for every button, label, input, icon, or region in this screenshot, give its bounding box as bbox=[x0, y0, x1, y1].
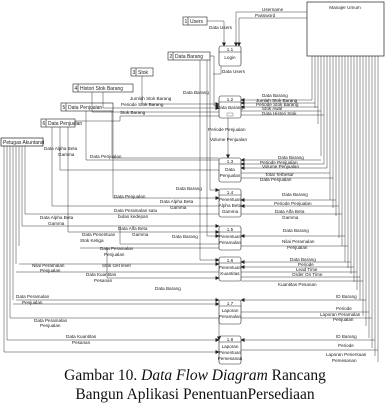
svg-text:Data Barang: Data Barang bbox=[283, 228, 309, 233]
svg-text:1.5: 1.5 bbox=[226, 227, 234, 232]
store-users-name: Users bbox=[190, 19, 204, 25]
caption-prefix: Gambar 10. bbox=[64, 367, 142, 384]
caption-line-2: Bangun Aplikasi PenentuanPersediaan bbox=[75, 386, 315, 403]
svg-text:Stok Ketiga: Stok Ketiga bbox=[80, 238, 104, 243]
svg-text:1.8: 1.8 bbox=[226, 337, 234, 342]
process-login bbox=[219, 46, 241, 66]
svg-text:Data Peramalan satu: Data Peramalan satu bbox=[114, 208, 158, 213]
svg-text:Periode: Periode bbox=[338, 343, 354, 348]
store-data-penjualan-a bbox=[61, 103, 113, 111]
svg-text:Data Peramalan: Data Peramalan bbox=[100, 246, 134, 251]
store-stok bbox=[131, 68, 153, 76]
svg-text:Stok Awal: Stok Awal bbox=[262, 106, 283, 111]
svg-text:Data Users: Data Users bbox=[209, 25, 232, 30]
svg-text:Nilai Peramalan: Nilai Peramalan bbox=[32, 263, 65, 268]
svg-text:Order On Time: Order On Time bbox=[292, 272, 323, 277]
store-penjualan-a-num: 5 bbox=[62, 105, 66, 111]
svg-text:Periode Stok Barang: Periode Stok Barang bbox=[121, 102, 164, 107]
svg-text:1.4: 1.4 bbox=[226, 190, 234, 195]
svg-text:Data Barang: Data Barang bbox=[262, 93, 288, 98]
store-histori-stok bbox=[73, 84, 133, 92]
store-alfa-num: 6 bbox=[42, 121, 46, 127]
store-alfa-name: Data Penjualan bbox=[48, 121, 83, 127]
svg-text:Laporan: Laporan bbox=[221, 308, 239, 313]
figure-caption bbox=[0, 366, 390, 404]
svg-text:Laporan Penentuan: Laporan Penentuan bbox=[326, 352, 367, 357]
svg-text:Pesanan: Pesanan bbox=[94, 278, 113, 283]
svg-text:Gamma: Gamma bbox=[48, 221, 65, 226]
svg-text:Data Penentuan: Data Penentuan bbox=[82, 232, 116, 237]
svg-text:Lead Time: Lead Time bbox=[296, 267, 318, 272]
svg-text:Data Peramalan: Data Peramalan bbox=[16, 294, 50, 299]
svg-text:Periode Stok Barang: Periode Stok Barang bbox=[256, 102, 299, 107]
svg-text:1.7: 1.7 bbox=[226, 301, 234, 306]
svg-text:Stok Barang: Stok Barang bbox=[120, 110, 146, 115]
svg-text:Data Penjualan: Data Penjualan bbox=[90, 154, 122, 159]
proc13-label-1: Data bbox=[225, 167, 235, 172]
svg-text:Password: Password bbox=[255, 13, 276, 18]
store-histori-name: Histori Stok Barang bbox=[80, 86, 124, 92]
flow-lines bbox=[4, 12, 378, 352]
svg-text:Data Users: Data Users bbox=[222, 69, 245, 74]
store-barang-name: Data Barang bbox=[175, 54, 204, 60]
svg-text:Pemesanan: Pemesanan bbox=[332, 358, 357, 363]
svg-text:Penjualan: Penjualan bbox=[104, 252, 125, 257]
svg-text:ID Barang: ID Barang bbox=[336, 334, 357, 339]
svg-text:Data Barang: Data Barang bbox=[282, 192, 308, 197]
svg-text:Periode Penjualan: Periode Penjualan bbox=[274, 201, 312, 206]
svg-text:Data Peramalan: Data Peramalan bbox=[34, 318, 68, 323]
svg-text:Total Terbesar: Total Terbesar bbox=[265, 172, 294, 177]
svg-text:1.6: 1.6 bbox=[226, 258, 234, 263]
svg-text:Data Alpha Beta: Data Alpha Beta bbox=[40, 215, 74, 220]
svg-text:Data Barang: Data Barang bbox=[172, 234, 198, 239]
svg-text:Penjualan: Penjualan bbox=[22, 300, 43, 305]
entity-manajer-label: Manajer Umum bbox=[329, 5, 361, 10]
svg-text:Jumlah Stok Barang: Jumlah Stok Barang bbox=[256, 98, 298, 103]
svg-text:1.1: 1.1 bbox=[226, 47, 234, 52]
svg-text:Periode: Periode bbox=[336, 306, 352, 311]
process-alpha-beta bbox=[219, 189, 242, 217]
svg-text:Data Histori Stok: Data Histori Stok bbox=[262, 111, 297, 116]
svg-text:Pesanan: Pesanan bbox=[72, 340, 91, 345]
svg-text:Volume Penjualan: Volume Penjualan bbox=[262, 164, 300, 169]
store-stok-num: 3 bbox=[132, 70, 136, 76]
svg-text:Data Penjualan: Data Penjualan bbox=[260, 177, 292, 182]
svg-text:Data Barang: Data Barang bbox=[176, 186, 202, 191]
caption-line-1 bbox=[0, 366, 390, 385]
svg-text:Data Barang: Data Barang bbox=[155, 286, 181, 291]
proc13-label-2: Penjualan bbox=[219, 173, 241, 178]
store-data-barang bbox=[168, 52, 210, 60]
svg-text:ID Barang: ID Barang bbox=[336, 294, 357, 299]
store-barang-num: 2 bbox=[169, 54, 173, 60]
svg-text:Penentuan: Penentuan bbox=[218, 350, 242, 355]
svg-text:Alpha Beta: Alpha Beta bbox=[218, 203, 242, 208]
store-alfa-beta bbox=[41, 119, 82, 127]
svg-text:Nilai Peramalan: Nilai Peramalan bbox=[282, 239, 315, 244]
process-laporan-pemesanan bbox=[218, 336, 243, 364]
svg-text:Volume Penjualan: Volume Penjualan bbox=[210, 137, 248, 142]
store-penjualan-a-name: Data Penjualan bbox=[68, 105, 103, 111]
svg-text:Penjualan: Penjualan bbox=[333, 317, 354, 322]
process-peramalan bbox=[219, 226, 242, 250]
svg-text:Penentuan: Penentuan bbox=[218, 234, 242, 239]
svg-text:Pemesanan: Pemesanan bbox=[217, 356, 243, 361]
svg-text:Data Kuantitas: Data Kuantitas bbox=[86, 272, 117, 277]
svg-text:Peramalan: Peramalan bbox=[218, 314, 242, 319]
svg-text:Penjualan: Penjualan bbox=[40, 323, 61, 328]
svg-text:Stok Get level: Stok Get level bbox=[102, 263, 131, 268]
svg-text:Data Barang: Data Barang bbox=[183, 90, 209, 95]
svg-text:Periode: Periode bbox=[298, 262, 314, 267]
svg-text:Gamma: Gamma bbox=[58, 152, 75, 157]
svg-text:Data Alpha Beta: Data Alpha Beta bbox=[44, 146, 78, 151]
svg-text:Gamma: Gamma bbox=[170, 205, 187, 210]
svg-text:Penjualan: Penjualan bbox=[287, 245, 308, 250]
svg-text:Data Barang: Data Barang bbox=[278, 155, 304, 160]
svg-text:Penentuan: Penentuan bbox=[218, 265, 242, 270]
svg-text:Gamma: Gamma bbox=[221, 209, 239, 214]
svg-text:Data Alfa Beta: Data Alfa Beta bbox=[118, 226, 148, 231]
svg-text:Jumlah Stok Barang: Jumlah Stok Barang bbox=[130, 96, 172, 101]
store-histori-num: 4 bbox=[74, 86, 78, 92]
svg-text:1.3: 1.3 bbox=[226, 159, 234, 164]
process-data-barang bbox=[217, 96, 243, 118]
svg-text:Gamma: Gamma bbox=[282, 215, 299, 220]
svg-text:Kuantitas Pesanan: Kuantitas Pesanan bbox=[278, 282, 317, 287]
caption-italic: Data Flow Diagram bbox=[141, 367, 268, 384]
svg-text:Data Barang: Data Barang bbox=[290, 257, 316, 262]
store-stok-name: Stok bbox=[138, 70, 149, 76]
svg-text:Data Barang: Data Barang bbox=[217, 105, 243, 110]
entity-petugas-label: Petugas Akuntansi bbox=[3, 140, 45, 146]
svg-text:1.2: 1.2 bbox=[226, 97, 234, 102]
svg-text:Laporan Peramalan: Laporan Peramalan bbox=[320, 312, 361, 317]
caption-suffix: Rancang bbox=[267, 367, 326, 384]
svg-text:Data Kuantitas: Data Kuantitas bbox=[66, 334, 97, 339]
svg-text:Username: Username bbox=[262, 7, 284, 12]
process-kuantitas bbox=[219, 257, 242, 281]
svg-text:Data Alfa Beta: Data Alfa Beta bbox=[275, 209, 305, 214]
svg-text:Penjualan: Penjualan bbox=[40, 268, 61, 273]
svg-text:Data Alpha Beta: Data Alpha Beta bbox=[160, 199, 194, 204]
svg-text:Login: Login bbox=[224, 55, 236, 60]
process-laporan-peramalan bbox=[219, 300, 242, 324]
svg-text:Periode Penjualan: Periode Penjualan bbox=[208, 127, 246, 132]
process-data-penjualan bbox=[219, 158, 241, 182]
svg-text:Gamma: Gamma bbox=[132, 232, 149, 237]
svg-text:Peramalan: Peramalan bbox=[218, 240, 242, 245]
svg-text:Data Penjualan: Data Penjualan bbox=[114, 194, 146, 199]
store-users-num: 1 bbox=[184, 19, 188, 25]
svg-text:Periode Penjualan: Periode Penjualan bbox=[260, 160, 298, 165]
svg-text:Kuantitas: Kuantitas bbox=[220, 271, 240, 276]
store-users bbox=[183, 17, 207, 25]
flow-labels bbox=[16, 7, 367, 363]
svg-text:Laporan: Laporan bbox=[221, 344, 239, 349]
svg-text:Penentuan: Penentuan bbox=[218, 197, 242, 202]
svg-text:bulan kedepan: bulan kedepan bbox=[118, 214, 149, 219]
